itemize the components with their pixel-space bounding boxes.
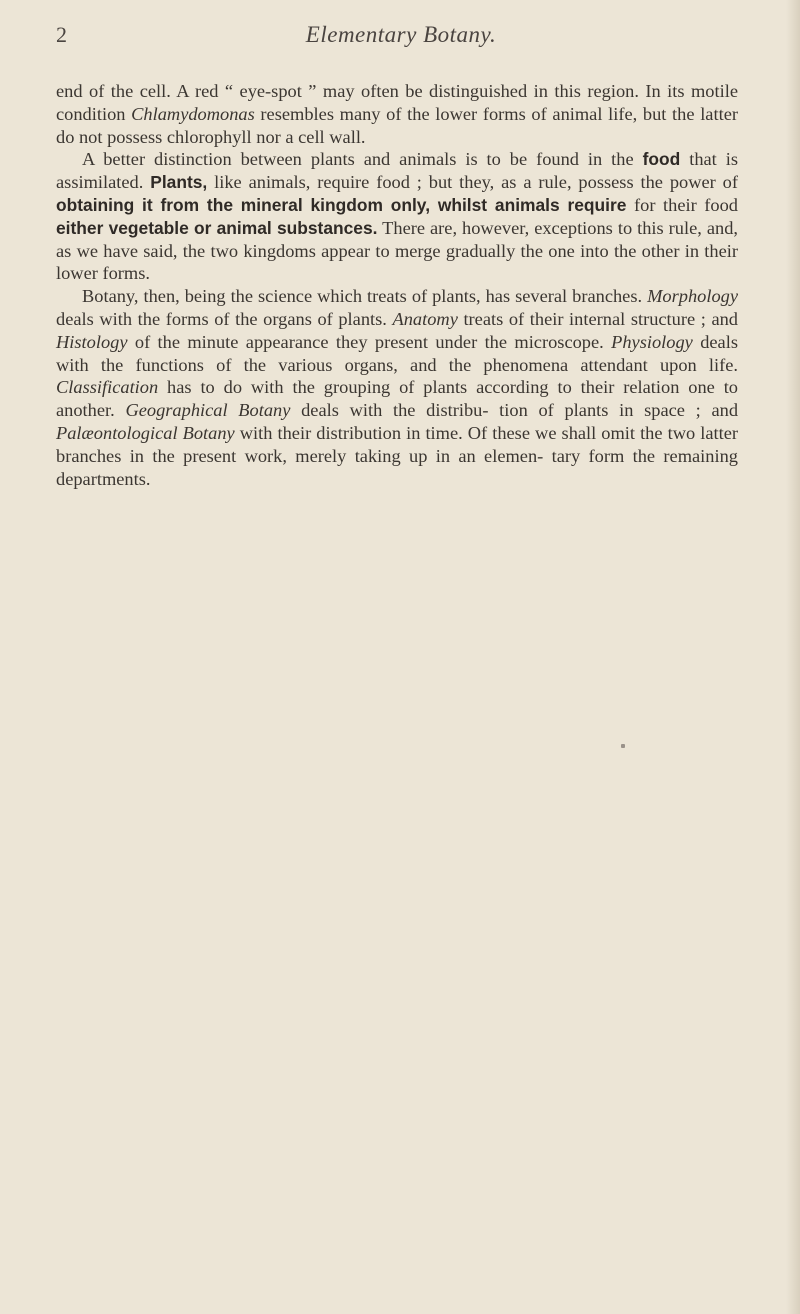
italic-term: Histology: [56, 331, 128, 352]
text-run: deals with the functions of the various organs, and the phenomena attendant upon life.: [56, 331, 738, 375]
running-title: Elementary Botany.: [305, 22, 497, 47]
italic-term: Morphology: [647, 286, 738, 307]
bold-term: food: [642, 149, 681, 170]
italic-term: Classification: [56, 377, 159, 398]
text-run: Botany, then, being the science which treats of plants, has several branches.: [82, 286, 648, 307]
ink-speck: [621, 744, 625, 748]
page-number: 2: [56, 22, 67, 47]
paragraph-continued: [56, 80, 738, 148]
text-run: with their distribution in time. Of these we shall omit the two latter branches in the present work, merely taking up in an elemen- tary form the remaining departments.: [56, 422, 738, 489]
text-run: deals with the distribu- tion of plants in space ; and: [290, 400, 739, 421]
text-run: for their food: [626, 194, 738, 215]
text-run: that is assimilated.: [56, 149, 738, 193]
bold-term: either vegetable or animal substances.: [56, 217, 378, 238]
body-text: [56, 80, 738, 490]
italic-term: Geographical Botany: [125, 400, 291, 421]
running-head: [56, 22, 746, 58]
italic-term: Physiology: [611, 331, 693, 352]
text-run: of the minute appearance they present under the microscope.: [127, 331, 612, 352]
page-edge-shadow: [786, 0, 800, 1314]
text-run: resembles many of the lower forms of animal life, but the latter do not possess chlorophyll nor a cell wall.: [56, 103, 738, 147]
text-run: like animals, require food ; but they, as a rule, possess the power of: [207, 172, 738, 193]
paragraph-branches: [56, 285, 738, 490]
italic-term: Palæontological Botany: [56, 422, 235, 443]
text-run: has to do with the grouping of plants according to their relation one to another.: [56, 377, 738, 421]
paragraph-food: [56, 148, 738, 285]
text-run: A better distinction between plants and animals is to be found in the: [82, 149, 643, 170]
text-run: There are, however, exceptions to this rule, and, as we have said, the two kingdoms appear to merge gradually the one into the other in their lower forms.: [56, 217, 739, 284]
bold-term: obtaining it from the mineral kingdom only, whilst animals require: [56, 194, 627, 215]
italic-term: Anatomy: [392, 308, 458, 329]
text-run: deals with the forms of the organs of plants.: [56, 308, 393, 329]
text-run: end of the cell. A red “ eye-spot ” may often be distinguished in this region. In its motile condition: [56, 81, 738, 124]
bold-term: Plants,: [150, 172, 208, 193]
text-run: treats of their internal structure ; and: [457, 308, 738, 329]
italic-term: Chlamydomonas: [131, 103, 255, 124]
